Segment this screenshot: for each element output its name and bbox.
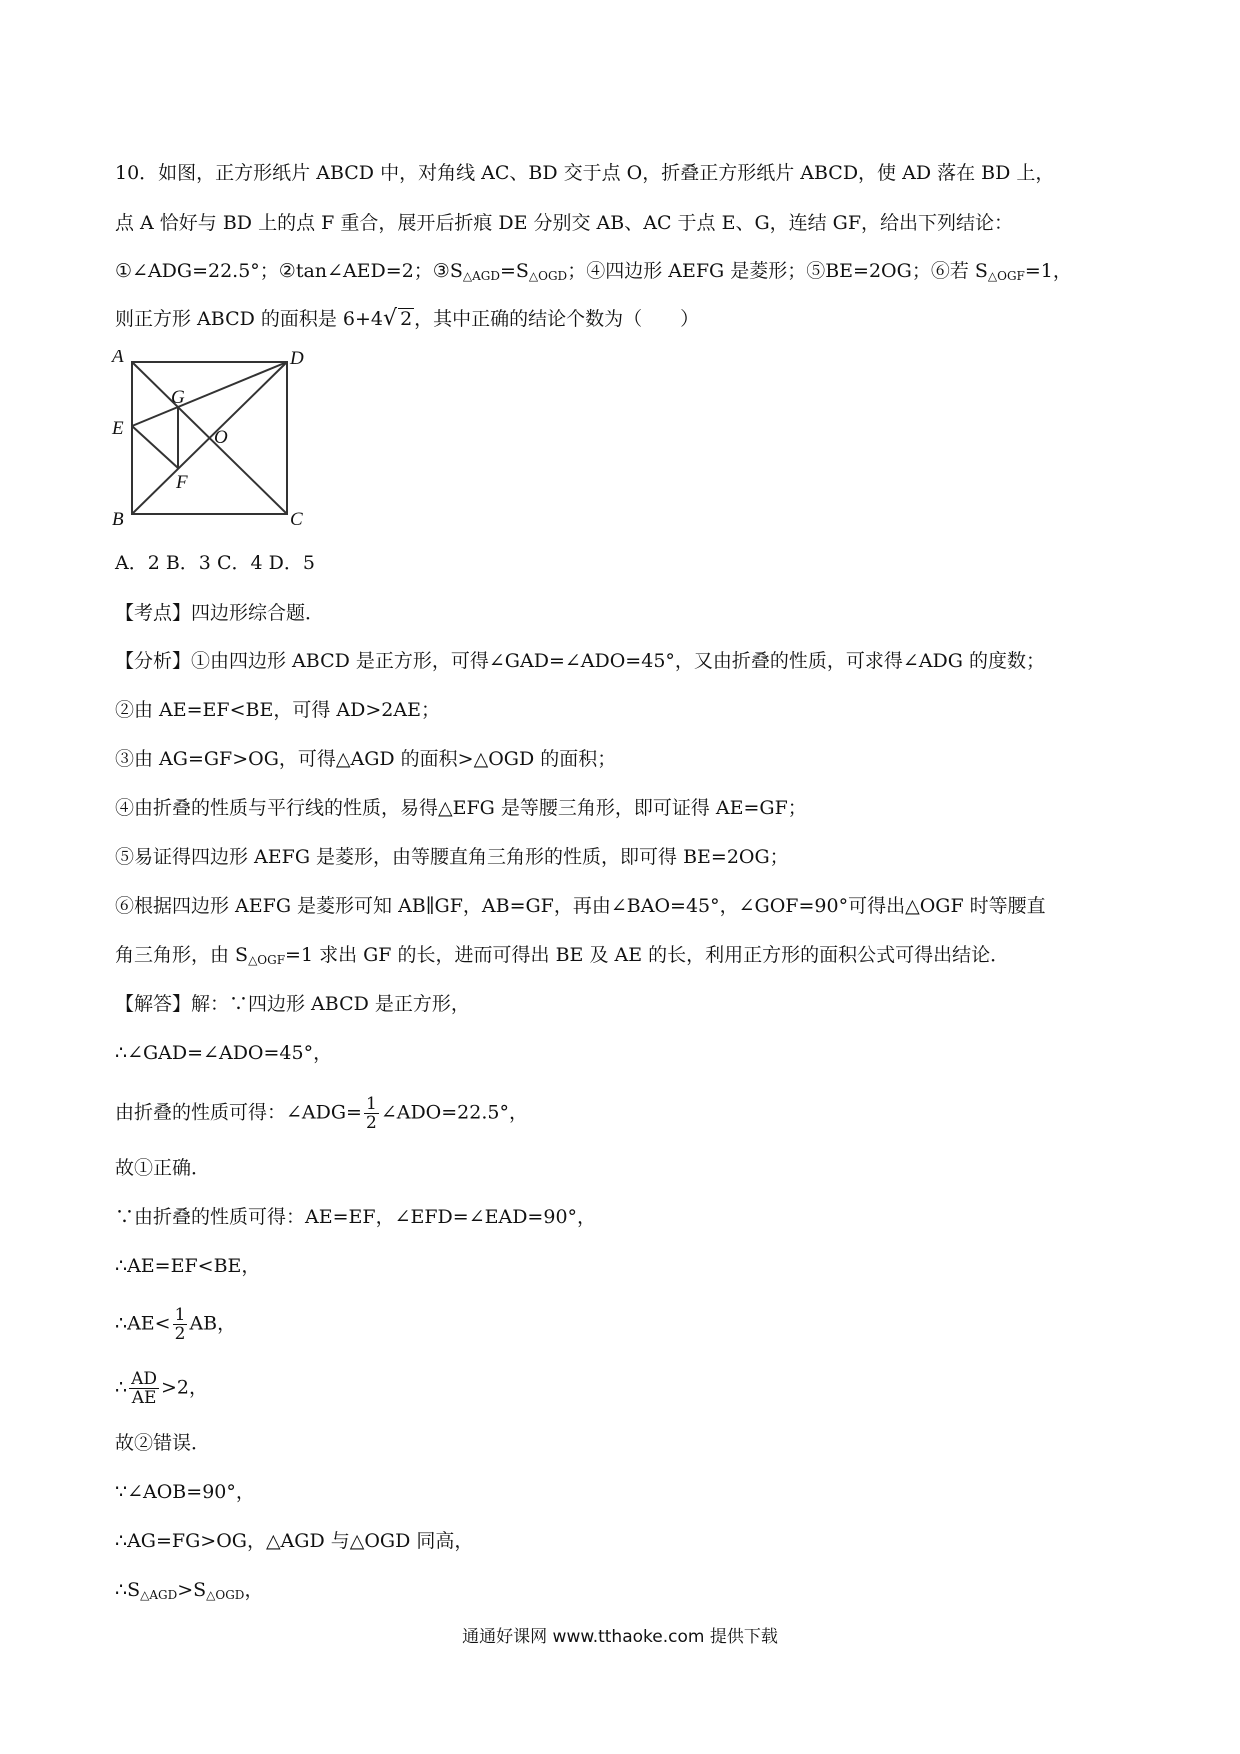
denominator: AE — [131, 1388, 157, 1408]
jieda-line-9: 故②错误． — [115, 1432, 211, 1454]
jieda-line-7 — [115, 1306, 236, 1343]
text: ， — [244, 1579, 264, 1601]
denominator: 2 — [365, 1113, 377, 1133]
jieda-line-12 — [115, 1577, 263, 1608]
text: AB， — [189, 1312, 237, 1335]
fraction — [173, 1306, 188, 1343]
page-footer: 通通好课网 www.tthaoke.com 提供下载 — [462, 1627, 778, 1647]
numerator: 1 — [174, 1305, 186, 1325]
text: >S — [177, 1579, 207, 1601]
text: 则正方形 ABCD 的面积是 6+4 — [115, 308, 384, 330]
text: ①∠ADG=22.5°；②tan∠AED=2；③S — [115, 260, 463, 282]
fraction — [129, 1370, 159, 1407]
text: =S — [499, 260, 529, 282]
text: ∠ADO=22.5°， — [380, 1101, 528, 1124]
jieda-line-6: ∴AE=EF<BE， — [115, 1255, 261, 1277]
numerator: AD — [131, 1369, 158, 1389]
label-a: A — [112, 350, 124, 367]
question-line-1: 10．如图，正方形纸片 ABCD 中，对角线 AC、BD 交于点 O，折叠正方形纸片 ABCD，使 AD 落在 BD 上， — [115, 162, 1055, 184]
fenxi-line-4: ④由折叠的性质与平行线的性质，易得△EFG 是等腰三角形，即可证得 AE=GF； — [115, 797, 807, 819]
label-f: F — [176, 472, 188, 493]
fenxi-line-5: ⑤易证得四边形 AEFG 是菱形，由等腰直角三角形的性质，即可得 BE=2OG； — [115, 846, 789, 868]
label-c: C — [290, 509, 303, 530]
label-g: G — [171, 387, 185, 408]
jieda-line-1: 【解答】解：∵四边形 ABCD 是正方形， — [115, 993, 470, 1015]
text: >2， — [161, 1376, 209, 1399]
fenxi-line-2: ②由 AE=EF<BE，可得 AD>2AE； — [115, 699, 440, 721]
sqrt-radicand: 2 — [400, 308, 413, 330]
label-o: O — [214, 427, 228, 448]
jieda-line-8 — [115, 1370, 208, 1407]
text: ，其中正确的结论个数为（ ） — [414, 308, 700, 330]
kaodian: 【考点】四边形综合题． — [115, 602, 325, 624]
subscript: △OGF — [248, 953, 286, 967]
geometry-figure — [108, 350, 308, 530]
fraction — [364, 1095, 379, 1132]
text: 由折叠的性质可得：∠ADG= — [115, 1101, 362, 1124]
jieda-line-11: ∴AG=FG>OG，△AGD 与△OGD 同高， — [115, 1530, 474, 1552]
label-b: B — [112, 509, 124, 530]
text: ；④四边形 AEFG 是菱形；⑤BE=2OG；⑥若 S — [567, 260, 988, 282]
crease-de — [132, 362, 287, 426]
question-line-4 — [115, 306, 699, 332]
text: ∴AE< — [115, 1312, 171, 1335]
subscript: △OGD — [206, 1588, 245, 1602]
jieda-line-2: ∴∠GAD=∠ADO=45°， — [115, 1042, 333, 1064]
fenxi-line-7 — [115, 942, 1009, 973]
text: ∴S — [115, 1579, 141, 1601]
question-line-3 — [115, 258, 1072, 289]
text: ∴ — [115, 1376, 128, 1399]
fenxi-line-1: 【分析】①由四边形 ABCD 是正方形，可得∠GAD=∠ADO=45°，又由折叠的性质，可求得∠ADG 的度数； — [115, 650, 1045, 672]
jieda-line-5: ∵由折叠的性质可得：AE=EF，∠EFD=∠EAD=90°， — [115, 1206, 597, 1228]
subscript: △AGD — [140, 1588, 178, 1602]
fenxi-line-3: ③由 AG=GF>OG，可得△AGD 的面积>△OGD 的面积； — [115, 748, 617, 770]
question-line-2: 点 A 恰好与 BD 上的点 F 重合，展开后折痕 DE 分别交 AB、AC 于点 E、G，连结 GF，给出下列结论： — [115, 212, 1014, 234]
label-e: E — [112, 418, 124, 439]
subscript: △AGD — [462, 269, 500, 283]
label-d: D — [290, 350, 304, 369]
text: =1， — [1024, 260, 1072, 282]
denominator: 2 — [174, 1324, 186, 1344]
subscript: △OGD — [528, 269, 568, 283]
jieda-line-3 — [115, 1095, 528, 1132]
segment-ef — [132, 426, 178, 468]
jieda-line-4: 故①正确． — [115, 1157, 211, 1179]
answer-options: A．2 B．3 C．4 D．5 — [115, 552, 315, 574]
text: 角三角形，由 S — [115, 944, 249, 966]
subscript: △OGF — [987, 269, 1025, 283]
jieda-line-10: ∵∠AOB=90°， — [115, 1481, 255, 1503]
fenxi-line-6: ⑥根据四边形 AEFG 是菱形可知 AB∥GF，AB=GF，再由∠BAO=45°，∠GOF=90°可得出△OGF 时等腰直 — [115, 895, 1046, 917]
sqrt-sign: √ — [383, 306, 398, 331]
numerator: 1 — [365, 1094, 377, 1114]
text: =1 求出 GF 的长，进而可得出 BE 及 AE 的长，利用正方形的面积公式可得出结论． — [285, 944, 1010, 966]
